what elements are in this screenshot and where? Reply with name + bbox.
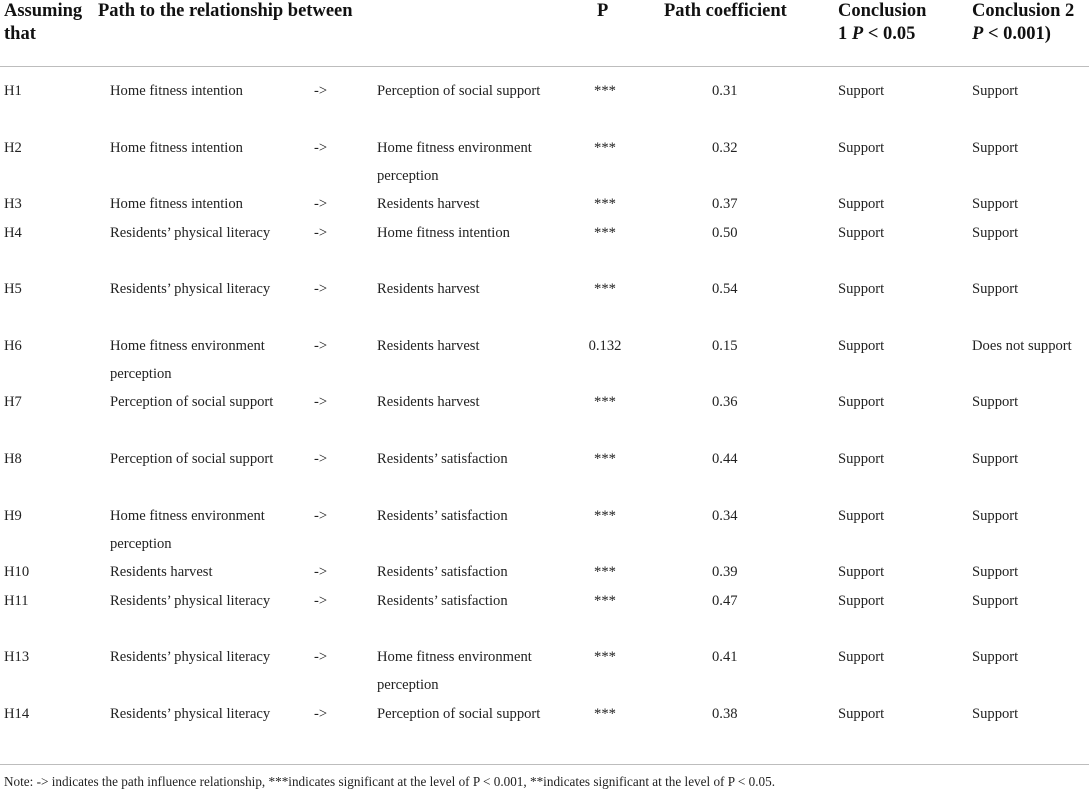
path-coefficient: 0.47 <box>712 593 738 609</box>
path-from: Home fitness intention <box>110 83 243 99</box>
table-note: Note: -> indicates the path influence relationship, ***indicates significant at the level of P < 0.001, **indicates significant at the level of P < 0.05. <box>4 774 775 789</box>
path-to: Residents’ satisfaction <box>377 564 508 580</box>
p-value: *** <box>594 394 616 410</box>
row-id: H3 <box>4 196 22 212</box>
path-from: Home fitness intention <box>110 196 243 212</box>
table-row <box>0 77 1089 134</box>
path-to: Residents’ satisfaction <box>377 451 508 467</box>
path-arrow: -> <box>314 706 328 722</box>
table-row <box>0 332 1089 389</box>
path-from: Residents harvest <box>110 564 213 580</box>
path-coefficient: 0.36 <box>712 394 738 410</box>
path-from: Perception of social support <box>110 451 274 467</box>
conclusion-1: Support <box>838 564 885 580</box>
p-value: *** <box>594 451 616 467</box>
p-value: *** <box>594 281 616 297</box>
path-coefficient: 0.37 <box>712 196 738 212</box>
table-row <box>0 275 1089 332</box>
p-value: *** <box>594 706 616 722</box>
path-arrow: -> <box>314 281 328 297</box>
conclusion-2: Support <box>972 649 1019 665</box>
header-p: P <box>597 1 609 21</box>
row-id: H1 <box>4 83 22 99</box>
header-conclusion-2: Conclusion 2 P < 0.001) <box>972 1 1075 44</box>
conclusion-1: Support <box>838 649 885 665</box>
path-to: Residents harvest <box>377 196 480 212</box>
p-value: *** <box>594 225 616 241</box>
path-to: Residents harvest <box>377 338 480 354</box>
p-value: *** <box>594 593 616 609</box>
path-coefficient: 0.34 <box>712 508 738 524</box>
path-coefficient: 0.44 <box>712 451 738 467</box>
path-coefficient: 0.54 <box>712 281 738 297</box>
header-path: Path to the relationship between <box>98 1 353 21</box>
table-row <box>0 587 1089 644</box>
path-from: Home fitness environment perception <box>110 508 265 552</box>
row-id: H9 <box>4 508 22 524</box>
path-arrow: -> <box>314 593 328 609</box>
conclusion-2: Support <box>972 394 1019 410</box>
row-id: H14 <box>4 706 30 722</box>
path-from: Residents’ physical literacy <box>110 225 271 241</box>
path-to: Home fitness intention <box>377 225 510 241</box>
conclusion-2: Support <box>972 706 1019 722</box>
path-from: Residents’ physical literacy <box>110 706 271 722</box>
p-value: *** <box>594 508 616 524</box>
header-assuming: Assuming that <box>4 1 83 44</box>
path-coefficient: 0.41 <box>712 649 738 665</box>
conclusion-2: Support <box>972 83 1019 99</box>
footer-divider <box>0 764 1089 765</box>
path-to: Residents’ satisfaction <box>377 508 508 524</box>
p-value: *** <box>594 83 616 99</box>
row-id: H6 <box>4 338 22 354</box>
path-arrow: -> <box>314 649 328 665</box>
conclusion-1: Support <box>838 593 885 609</box>
p-value: *** <box>594 649 616 665</box>
table-row <box>0 700 1089 757</box>
p-value: *** <box>594 196 616 212</box>
row-id: H8 <box>4 451 22 467</box>
path-to: Perception of social support <box>377 83 541 99</box>
path-arrow: -> <box>314 564 328 580</box>
row-id: H4 <box>4 225 22 241</box>
conclusion-2: Support <box>972 451 1019 467</box>
row-id: H2 <box>4 140 22 156</box>
conclusion-2: Support <box>972 508 1019 524</box>
path-to: Residents harvest <box>377 281 480 297</box>
conclusion-2: Does not support <box>972 338 1072 354</box>
p-value: *** <box>594 140 616 156</box>
path-coefficient: 0.31 <box>712 83 738 99</box>
path-arrow: -> <box>314 508 328 524</box>
header-conclusion-1: Conclusion 1 P < 0.05 <box>838 1 927 44</box>
table-row <box>0 219 1089 276</box>
path-coefficient: 0.32 <box>712 140 738 156</box>
path-from: Perception of social support <box>110 394 274 410</box>
path-coefficient: 0.15 <box>712 338 738 354</box>
path-coefficient: 0.38 <box>712 706 738 722</box>
path-arrow: -> <box>314 451 328 467</box>
conclusion-1: Support <box>838 196 885 212</box>
conclusion-2: Support <box>972 593 1019 609</box>
conclusion-2: Support <box>972 225 1019 241</box>
conclusion-2: Support <box>972 140 1019 156</box>
conclusion-1: Support <box>838 225 885 241</box>
path-coefficient: 0.39 <box>712 564 738 580</box>
row-id: H13 <box>4 649 30 665</box>
path-arrow: -> <box>314 83 328 99</box>
path-from: Residents’ physical literacy <box>110 649 271 665</box>
p-value: *** <box>594 564 616 580</box>
table-row <box>0 445 1089 502</box>
conclusion-1: Support <box>838 281 885 297</box>
path-arrow: -> <box>314 394 328 410</box>
conclusion-1: Support <box>838 508 885 524</box>
conclusion-2: Support <box>972 564 1019 580</box>
path-arrow: -> <box>314 225 328 241</box>
path-to: Residents harvest <box>377 394 480 410</box>
path-to: Residents’ satisfaction <box>377 593 508 609</box>
row-id: H11 <box>4 593 29 609</box>
path-from: Residents’ physical literacy <box>110 593 271 609</box>
conclusion-1: Support <box>838 140 885 156</box>
conclusion-1: Support <box>838 706 885 722</box>
path-from: Home fitness intention <box>110 140 243 156</box>
table-row <box>0 388 1089 445</box>
conclusion-2: Support <box>972 196 1019 212</box>
path-to: Perception of social support <box>377 706 541 722</box>
conclusion-1: Support <box>838 338 885 354</box>
conclusion-1: Support <box>838 394 885 410</box>
conclusion-2: Support <box>972 281 1019 297</box>
path-coefficient: 0.50 <box>712 225 738 241</box>
path-arrow: -> <box>314 196 328 212</box>
row-id: H5 <box>4 281 22 297</box>
header-divider <box>0 66 1089 67</box>
path-arrow: -> <box>314 338 328 354</box>
p-value: 0.132 <box>588 338 622 354</box>
row-id: H7 <box>4 394 22 410</box>
header-path-coefficient: Path coefficient <box>664 1 787 21</box>
path-arrow: -> <box>314 140 328 156</box>
path-from: Residents’ physical literacy <box>110 281 271 297</box>
table-row <box>0 502 1089 559</box>
table-header <box>0 0 1089 66</box>
table-row <box>0 643 1089 700</box>
path-to: Home fitness environment perception <box>377 649 532 693</box>
table-row <box>0 134 1089 191</box>
conclusion-1: Support <box>838 83 885 99</box>
path-from: Home fitness environment perception <box>110 338 265 382</box>
path-to: Home fitness environment perception <box>377 140 532 184</box>
row-id: H10 <box>4 564 30 580</box>
conclusion-1: Support <box>838 451 885 467</box>
